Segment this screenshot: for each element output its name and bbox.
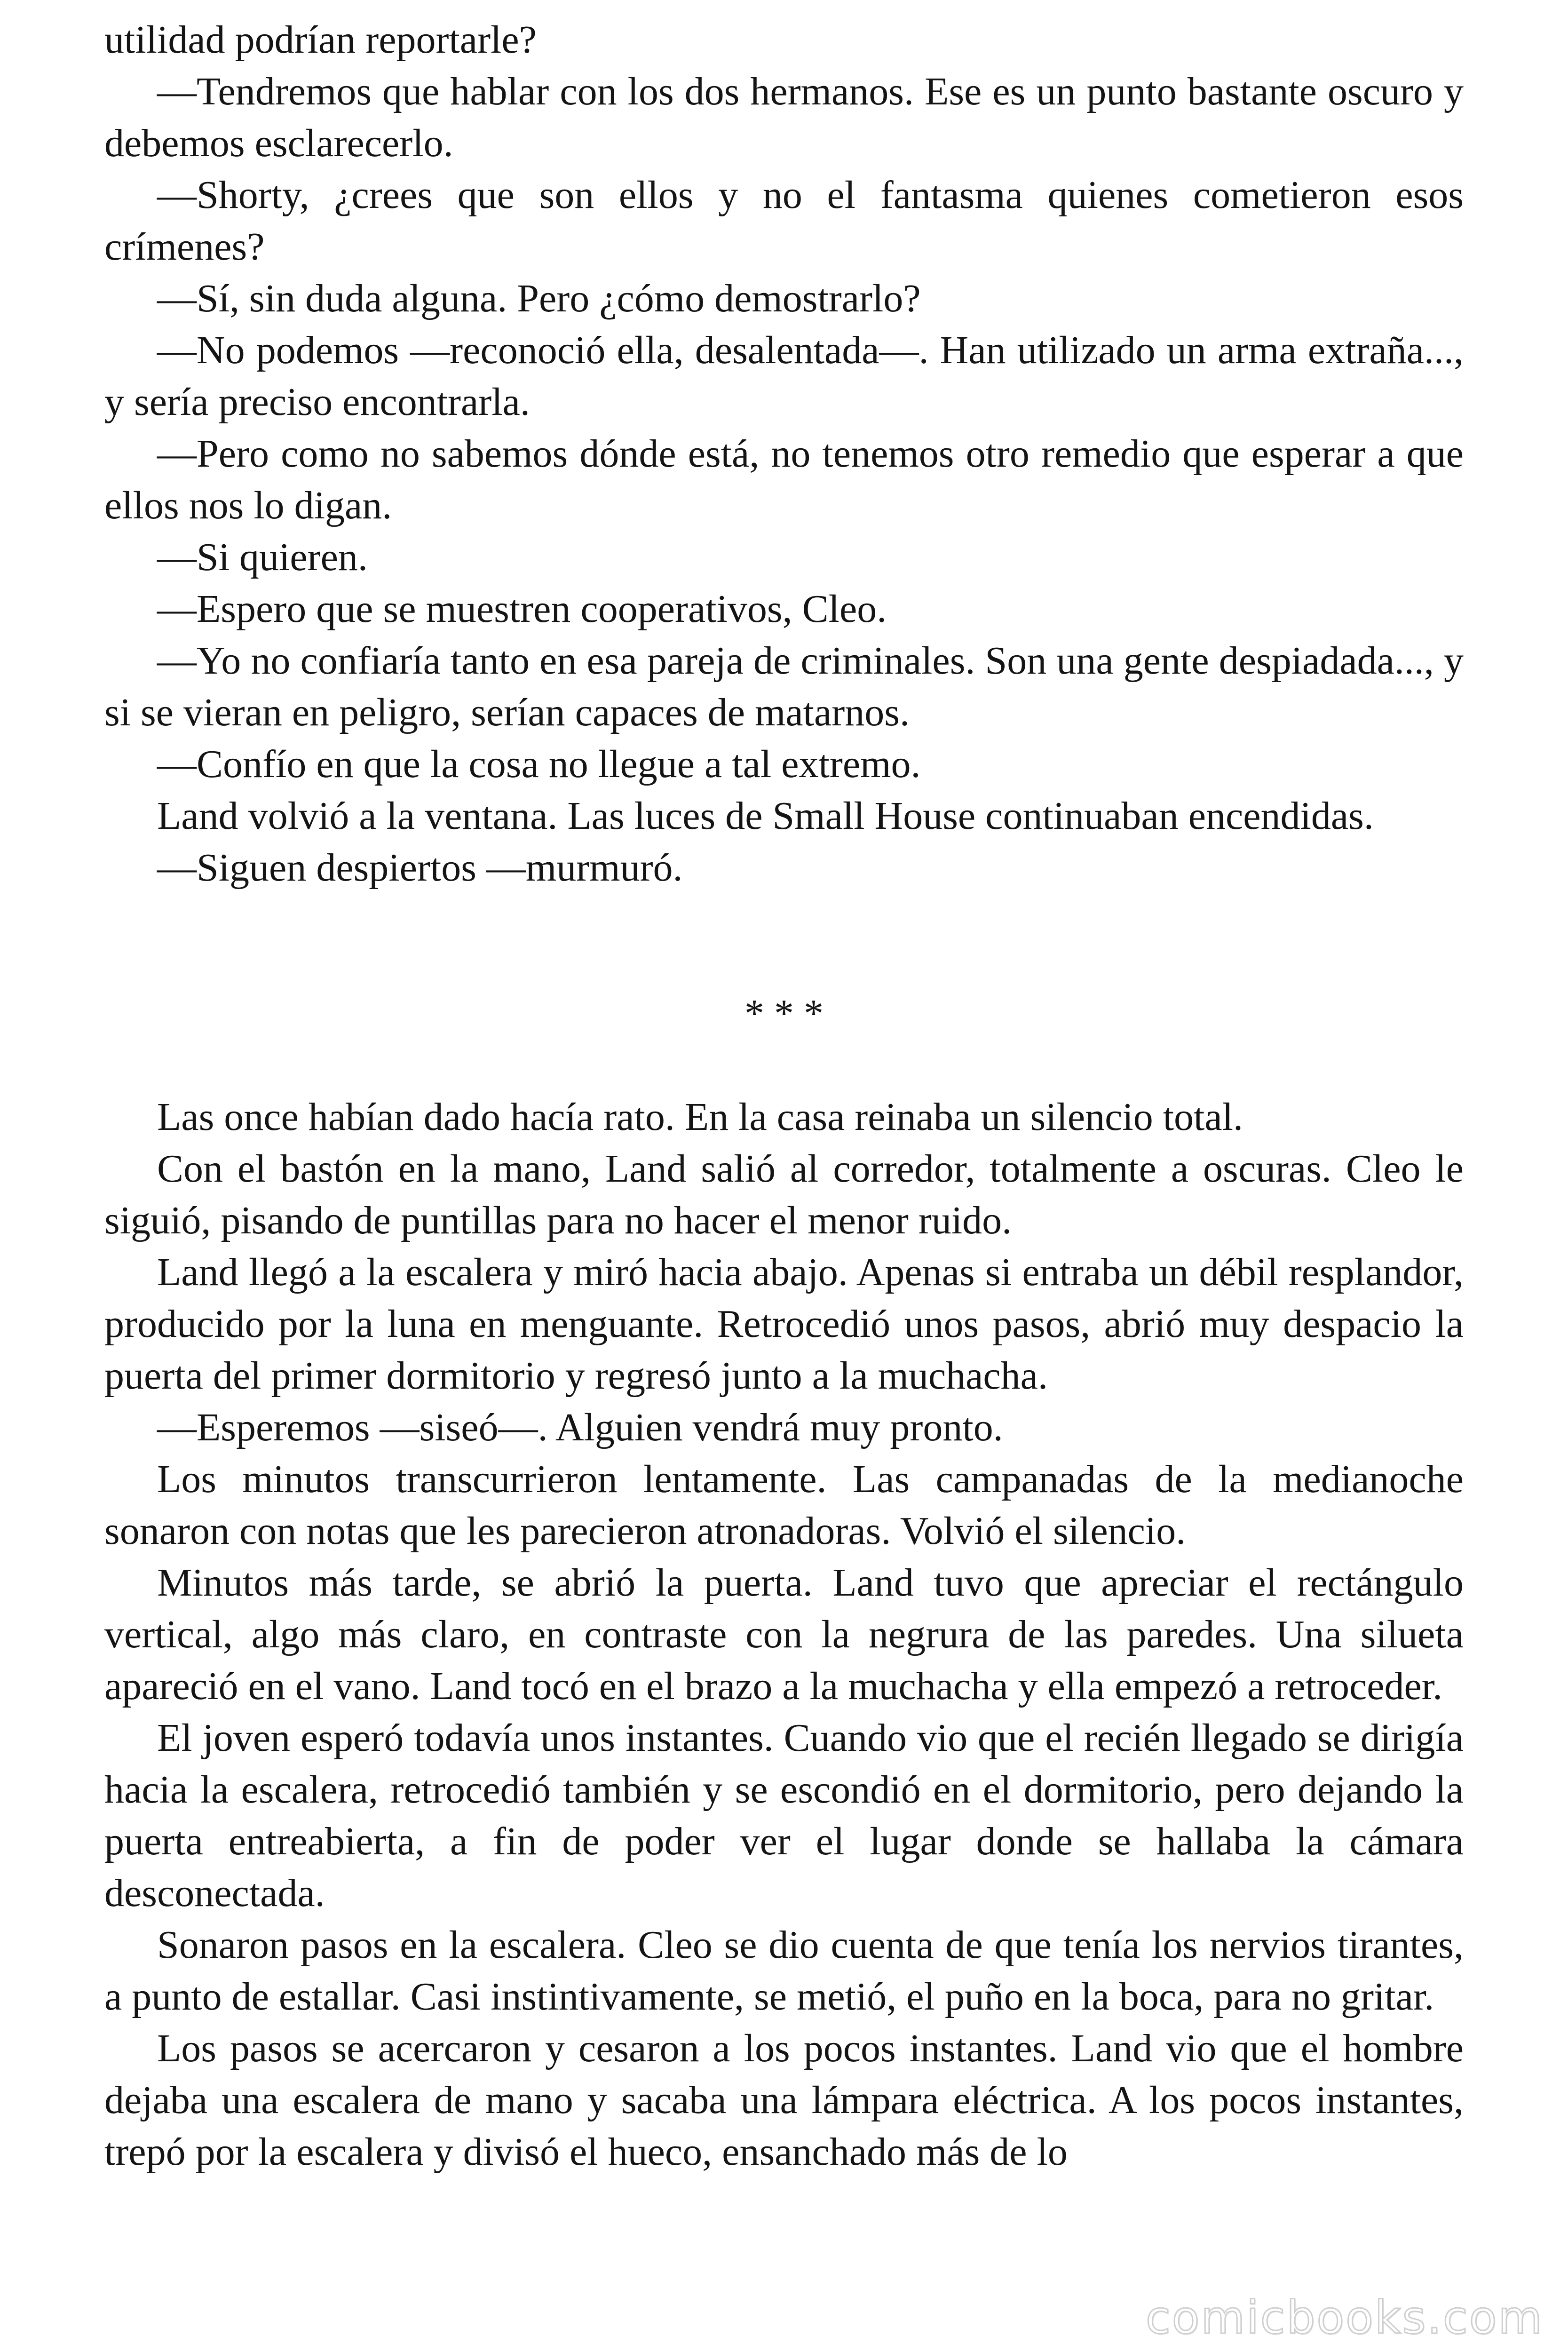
paragraph: —Espero que se muestren cooperativos, Cleo.	[157, 587, 887, 631]
paragraph: utilidad podrían reportarle?	[104, 18, 537, 62]
bottom-text-block	[104, 1091, 1464, 2178]
paragraph: Minutos más tarde, se abrió la puerta. Land tuvo que apreciar el rectángulo vertical, algo más claro, en contraste con la negrura de las paredes. Una silueta apareció en el vano. Land tocó en el brazo a la muchacha y ella empezó a retroceder.	[104, 1561, 1464, 1708]
paragraph: Con el bastón en la mano, Land salió al corredor, totalmente a oscuras. Cleo le siguió, pisando de puntillas para no hacer el menor ruido.	[104, 1147, 1464, 1242]
top-text-block	[104, 14, 1464, 894]
paragraph: —Pero como no sabemos dónde está, no tenemos otro remedio que esperar a que ellos nos lo digan.	[104, 432, 1464, 527]
paragraph: —Esperemos —siseó—. Alguien vendrá muy pronto.	[157, 1406, 1003, 1449]
watermark: comicbooks.com	[1145, 2291, 1544, 2344]
paragraph: Sonaron pasos en la escalera. Cleo se dio cuenta de que tenía los nervios tirantes, a punto de estallar. Casi instintivamente, se metió, el puño en la boca, para no gritar.	[104, 1923, 1464, 2018]
paragraph: —Sí, sin duda alguna. Pero ¿cómo demostrarlo?	[157, 277, 921, 320]
paragraph: —Confío en que la cosa no llegue a tal extremo.	[157, 742, 921, 786]
paragraph: —Si quieren.	[157, 535, 368, 579]
paragraph: El joven esperó todavía unos instantes. Cuando vio que el recién llegado se dirigía hacia la escalera, retrocedió también y se escondió en el dormitorio, pero dejando la puerta entreabierta, a fin de poder ver el lugar donde se hallaba la cámara desconectada.	[104, 1716, 1464, 1915]
paragraph: Las once habían dado hacía rato. En la casa reinaba un silencio total.	[157, 1095, 1243, 1139]
paragraph: —No podemos —reconoció ella, desalentada—. Han utilizado un arma extraña..., y sería preciso encontrarla.	[104, 328, 1464, 424]
paragraph: Los minutos transcurrieron lentamente. Las campanadas de la medianoche sonaron con notas que les parecieron atronadoras. Volvió el silencio.	[104, 1457, 1464, 1553]
paragraph: —Siguen despiertos —murmuró.	[157, 846, 683, 890]
paragraph: —Yo no confiaría tanto en esa pareja de criminales. Son una gente despiadada..., y si se vieran en peligro, serían capaces de matarnos.	[104, 639, 1464, 734]
paragraph: Land volvió a la ventana. Las luces de Small House continuaban encendidas.	[157, 794, 1374, 838]
paragraph: —Tendremos que hablar con los dos hermanos. Ese es un punto bastante oscuro y debemos esclarecerlo.	[104, 70, 1464, 165]
paragraph: Los pasos se acercaron y cesaron a los pocos instantes. Land vio que el hombre dejaba una escalera de mano y sacaba una lámpara eléctrica. A los pocos instantes, trepó por la escalera y divisó el hueco, ensanchado más de lo	[104, 2026, 1464, 2174]
paragraph: Land llegó a la escalera y miró hacia abajo. Apenas si entraba un débil resplandor, producido por la luna en menguante. Retrocedió unos pasos, abrió muy despacio la puerta del primer dormitorio y regresó junto a la muchacha.	[104, 1250, 1464, 1398]
paragraph: —Shorty, ¿crees que son ellos y no el fantasma quienes cometieron esos crímenes?	[104, 173, 1464, 269]
section-separator: * * *	[744, 992, 824, 1035]
